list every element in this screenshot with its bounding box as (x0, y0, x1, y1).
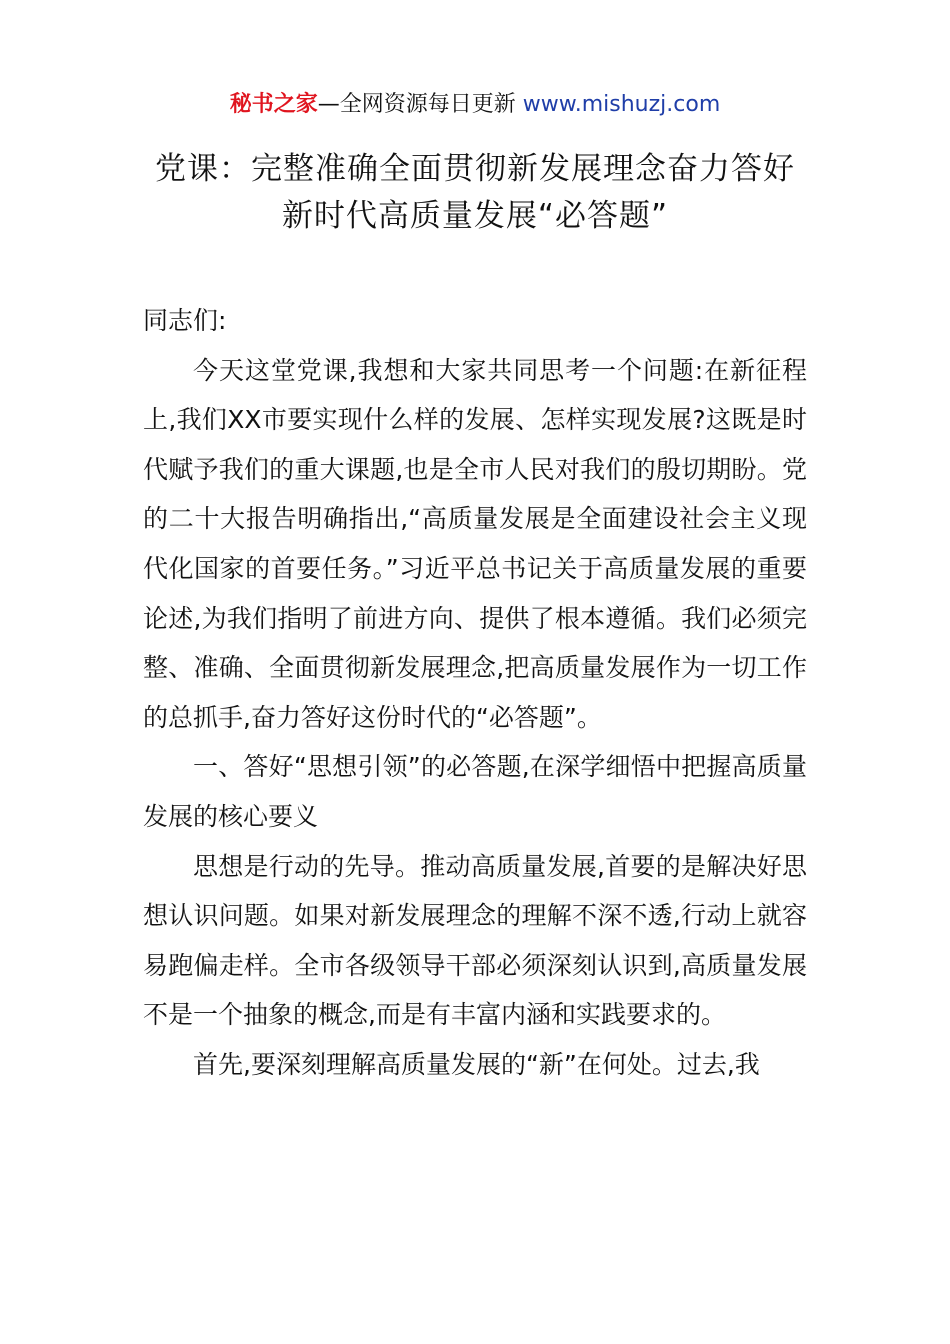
document-body (143, 296, 807, 1090)
paragraph-thought: 思想是行动的先导。推动高质量发展,首要的是解决好思想认识问题。如果对新发展理念的理解不深不透,行动上就容易跑偏走样。全市各级领导干部必须深刻认识到,高质量发展不是一个抽象的概念,而是有丰富内涵和实践要求的。 (143, 851, 807, 1030)
site-tagline: —全网资源每日更新 (317, 92, 523, 117)
paragraph-intro: 今天这堂党课,我想和大家共同思考一个问题:在新征程上,我们XX市要实现什么样的发展、怎样实现发展?这既是时代赋予我们的重大课题,也是全市人民对我们的殷切期盼。党的二十大报告明确指出,“高质量发展是全面建设社会主义现代化国家的首要任务。”习近平总书记关于高质量发展的重要论述,为我们指明了前进方向、提供了根本遵循。我们必须完整、准确、全面贯彻新发展理念,把高质量发展作为一切工作的总抓手,奋力答好这份时代的“必答题”。 (143, 355, 807, 732)
paragraph-first: 首先,要深刻理解高质量发展的“新”在何处。过去,我 (193, 1049, 760, 1079)
document-title-line-2: 新时代高质量发展“必答题” (281, 198, 669, 234)
site-brand: 秘书之家 (229, 92, 318, 117)
section-heading-1: 一、答好“思想引领”的必答题,在深学细悟中把握高质量发展的核心要义 (143, 752, 807, 831)
site-header (0, 90, 950, 120)
site-url-link[interactable]: www.mishuzj.com (522, 92, 721, 117)
salutation: 同志们: (143, 306, 227, 335)
document-title-line-1: 党课：完整准确全面贯彻新发展理念奋力答好 (155, 151, 795, 187)
document-title (100, 146, 850, 240)
